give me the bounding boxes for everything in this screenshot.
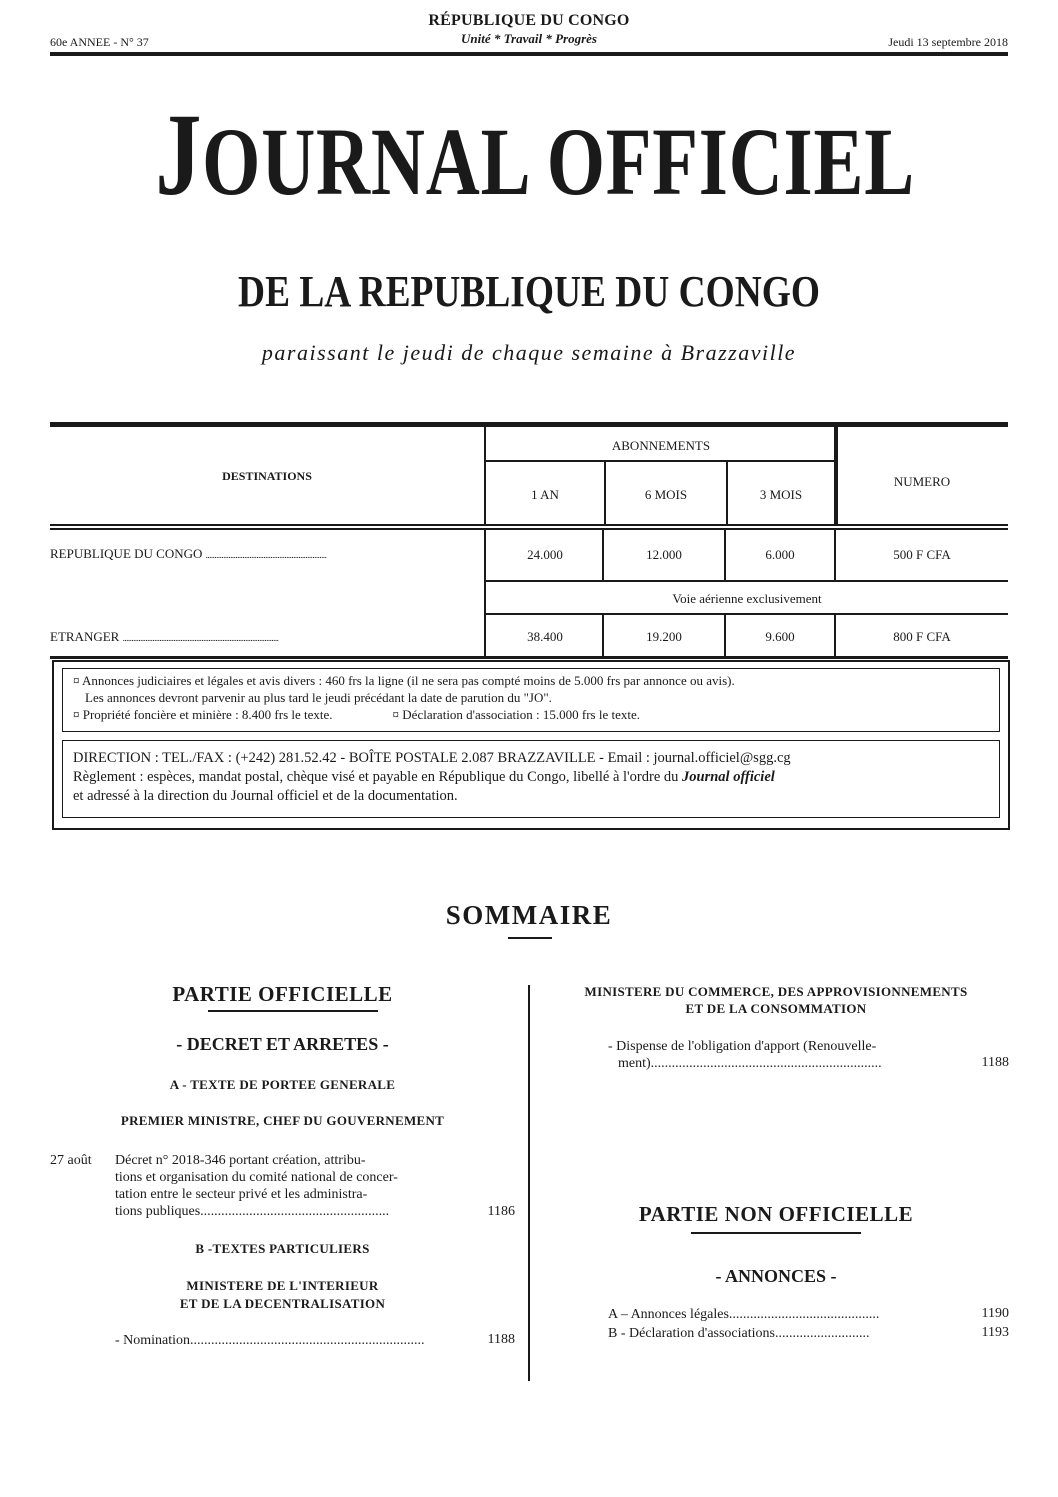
masthead-title	[155, 89, 915, 220]
sommaire-title: SOMMAIRE	[445, 900, 613, 930]
sub-b: B -TEXTES PARTICULIERS	[195, 1241, 370, 1256]
tarif-table	[50, 427, 1008, 657]
masthead-subtitle: DE LA REPUBLIQUE DU CONGO	[238, 267, 820, 316]
title-rest: OURNAL OFFICIEL	[202, 108, 915, 215]
header-rule	[50, 52, 1008, 56]
direction-contact: DIRECTION : TEL./FAX : (+242) 281.52.42 - BOÎTE POSTALE 2.087 BRAZZAVILLE - Email : journal.officiel@sgg.cg	[73, 750, 791, 766]
ministry-commerce: MINISTERE DU COMMERCE, DES APPROVISIONNEMENTS ET DE LA CONSOMMATION	[584, 984, 968, 1016]
ministry-interieur: MINISTERE DE L'INTERIEUR ET DE LA DECENTRALISATION	[179, 1278, 386, 1311]
top-header	[50, 8, 1008, 48]
annonce-entry[interactable]: B - Déclaration d'associations...........................	[608, 1326, 870, 1341]
country-block	[50, 12, 1008, 47]
masthead-tagline: paraissant le jeudi de chaque semaine à Brazzaville	[261, 340, 797, 365]
col-1an: 1 AN	[531, 487, 559, 502]
decree-entry[interactable]: Décret n° 2018-346 portant création, attribu- tions et organisation du comité national de concer- tation entre le secteur privé et les administra- tions publiques......................................................	[115, 1153, 398, 1219]
col-3mois: 3 MOIS	[759, 487, 803, 502]
nomination-entry[interactable]: - Nomination...................................................................	[115, 1333, 425, 1348]
column-divider	[528, 985, 530, 1381]
note-annonces: ¤ Annonces judiciaires et légales et avis divers : 460 frs la ligne (il ne sera pas compté moins de 5.000 frs par annonce ou avis).	[73, 673, 735, 688]
voie-note: Voie aérienne exclusivement	[672, 591, 822, 606]
issue-date: Jeudi 13 septembre 2018	[888, 35, 1008, 49]
partie-officielle: PARTIE OFFICIELLE	[172, 982, 393, 1006]
section-decret: - DECRET ET ARRETES -	[176, 1034, 389, 1054]
partie-non-officielle: PARTIE NON OFFICIELLE	[638, 1202, 914, 1226]
direction-address: et adressé à la direction du Journal officiel et de la documentation.	[73, 788, 458, 804]
country-name: RÉPUBLIQUE DU CONGO	[428, 12, 630, 29]
page-number: 1188	[981, 1055, 1009, 1070]
page-number: 1188	[487, 1332, 515, 1347]
table-row: ETRANGER ......................................................................................... 38.400 19.200 9.600 800 F CFA	[50, 615, 1008, 657]
page-number: 1193	[981, 1325, 1009, 1340]
ministry-premier: PREMIER MINISTRE, CHEF DU GOUVERNEMENT	[120, 1113, 445, 1128]
destination-cell: ETRANGER .........................................................................................	[50, 629, 279, 644]
direction-box	[62, 740, 1000, 818]
destination-cell: REPUBLIQUE DU CONGO .....................................................................	[50, 546, 327, 561]
page-number: 1190	[981, 1306, 1009, 1321]
note-association: ¤ Déclaration d'association : 15.000 frs le texte.	[392, 707, 641, 722]
section-annonces: - ANNONCES -	[715, 1266, 837, 1286]
note-delai: Les annonces devront parvenir au plus tard le jeudi précédant la date de parution du "JO".	[85, 690, 552, 705]
motto: Unité * Travail * Progrès	[460, 31, 597, 46]
page-number: 1186	[487, 1204, 515, 1219]
table-row: REPUBLIQUE DU CONGO ..................................................................... 24.000 12.000 6.000 500 F CFA	[50, 530, 1008, 580]
col-6mois: 6 MOIS	[644, 487, 688, 502]
title-initial: J	[155, 89, 203, 220]
tarif-notes	[62, 668, 1000, 732]
notes-box	[52, 660, 1010, 830]
journal-name: Journal officiel	[682, 769, 775, 785]
col-numero: NUMERO	[893, 474, 951, 489]
annonce-entry[interactable]: A – Annonces légales...........................................	[608, 1307, 880, 1322]
col-destinations: DESTINATIONS	[222, 469, 312, 483]
col-abonnements: ABONNEMENTS 1 AN 6 MOIS 3 MOIS	[484, 427, 838, 524]
reglement-text: Règlement : espèces, mandat postal, chèque visé et payable en République du Congo, libellé à l'ordre du	[73, 769, 683, 785]
entry-date: 27 août	[50, 1153, 92, 1168]
dispense-entry[interactable]: - Dispense de l'obligation d'apport (Renouvelle- ment)..................................................................	[608, 1039, 882, 1071]
table-bottom-rule	[50, 656, 1008, 659]
issue-number: 60e ANNEE - N° 37	[50, 35, 149, 49]
sub-a: A - TEXTE DE PORTEE GENERALE	[169, 1077, 396, 1092]
note-propriete: ¤ Propriété foncière et minière : 8.400 frs le texte.	[73, 707, 333, 722]
